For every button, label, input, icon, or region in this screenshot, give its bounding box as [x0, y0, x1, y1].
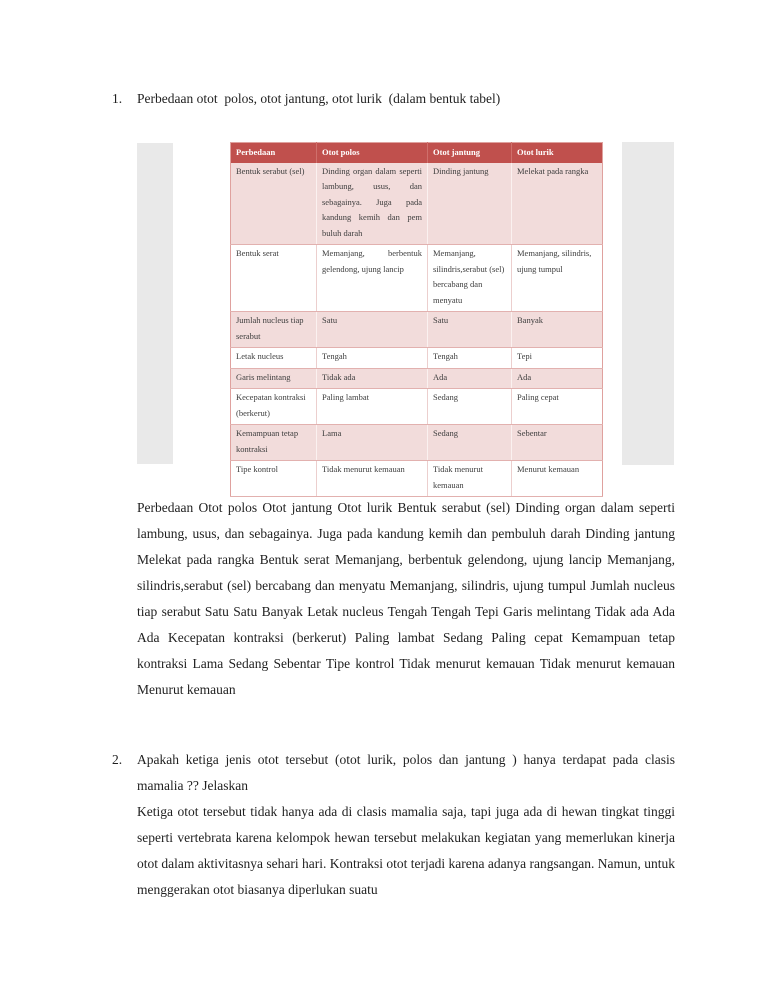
table-cell: Tidak menurut kemauan	[428, 461, 512, 497]
list-number-1: 1.	[112, 91, 123, 106]
table-row	[231, 368, 603, 389]
muscle-comparison-figure	[137, 142, 674, 490]
question-1-title: Perbedaan otot polos, otot jantung, otot lurik (dalam bentuk tabel)	[137, 91, 501, 106]
muscle-comparison-table	[230, 142, 603, 497]
column-header-otot-jantung: Otot jantung	[428, 143, 512, 163]
column-header-perbedaan: Perbedaan	[231, 143, 317, 163]
list-number-2: 2.	[112, 752, 123, 767]
table-cell: Sedang	[428, 389, 512, 425]
table-cell: Tengah	[428, 348, 512, 369]
table-row	[231, 245, 603, 312]
table-row	[231, 389, 603, 425]
table-header-row	[231, 143, 603, 163]
table-cell: Ada	[512, 368, 603, 389]
table-cell: Satu	[317, 312, 428, 348]
table-cell: Garis melintang	[231, 368, 317, 389]
table-cell: Kecepatan kontraksi (berkerut)	[231, 389, 317, 425]
table-row	[231, 461, 603, 497]
table-cell: Sedang	[428, 425, 512, 461]
list-item-2	[112, 747, 675, 903]
table-row	[231, 312, 603, 348]
table-cell: Paling cepat	[512, 389, 603, 425]
table-cell: Menurut kemauan	[512, 461, 603, 497]
table-cell: Lama	[317, 425, 428, 461]
table-extracted-text-paragraph: Perbedaan Otot polos Otot jantung Otot lurik Bentuk serabut (sel) Dinding organ dalam seperti lambung, usus, dan sebagainya. Juga pada kandung kemih dan pembuluh darah Dinding jantung Melekat pada rangka Bentuk serat Memanjang, berbentuk gelendong, ujung lancip Memanjang, silindris,serabut (sel) bercabang dan menyatu Memanjang, silindris, ujung tumpul Jumlah nucleus tiap serabut Satu Satu Banyak Letak nucleus Tengah Tengah Tepi Garis melintang Tidak ada Ada Ada Kecepatan kontraksi (berkerut) Paling lambat Sedang Paling cepat Kemampuan tetap kontraksi Lama Sedang Sebentar Tipe kontrol Tidak menurut kemauan Tidak menurut kemauan Menurut kemauan	[137, 500, 675, 697]
table-cell: Bentuk serabut (sel)	[231, 163, 317, 245]
table-cell: Tidak ada	[317, 368, 428, 389]
table-cell: Tidak menurut kemauan	[317, 461, 428, 497]
list-item-1	[112, 86, 675, 112]
table-cell: Satu	[428, 312, 512, 348]
left-gray-placeholder	[137, 143, 173, 464]
table-cell: Tipe kontrol	[231, 461, 317, 497]
table-cell: Memanjang, silindris, ujung tumpul	[512, 245, 603, 312]
table-cell: Jumlah nucleus tiap serabut	[231, 312, 317, 348]
answer-2-text: Ketiga otot tersebut tidak hanya ada di clasis mamalia saja, tapi juga ada di hewan tingkat tinggi seperti vertebrata karena kelompok hewan tersebut melakukan kegiatan yang memerlukan kinerja otot dalam aktivitasnya sehari hari. Kontraksi otot terjadi karena adanya rangsangan. Namun, untuk menggerakan otot biasanya diperlukan suatu	[137, 804, 675, 897]
table-cell: Bentuk serat	[231, 245, 317, 312]
column-header-otot-lurik: Otot lurik	[512, 143, 603, 163]
table-row	[231, 425, 603, 461]
table-cell: Paling lambat	[317, 389, 428, 425]
table-row	[231, 163, 603, 245]
question-2-text: Apakah ketiga jenis otot tersebut (otot lurik, polos dan jantung ) hanya terdapat pada clasis mamalia ?? Jelaskan	[137, 752, 675, 793]
table-cell: Tengah	[317, 348, 428, 369]
table-cell: Kemampuan tetap kontraksi	[231, 425, 317, 461]
table-cell: Tepi	[512, 348, 603, 369]
table-row	[231, 348, 603, 369]
table-cell: Melekat pada rangka	[512, 163, 603, 245]
column-header-otot-polos: Otot polos	[317, 143, 428, 163]
table-cell: Ada	[428, 368, 512, 389]
table-cell: Memanjang, berbentuk gelendong, ujung lancip	[317, 245, 428, 312]
table-cell: Banyak	[512, 312, 603, 348]
table-cell: Sebentar	[512, 425, 603, 461]
table-cell: Dinding organ dalam seperti lambung, usus, dan sebagainya. Juga pada kandung kemih dan pem buluh darah	[317, 163, 428, 245]
table-cell: Memanjang, silindris,serabut (sel) bercabang dan menyatu	[428, 245, 512, 312]
table-cell: Dinding jantung	[428, 163, 512, 245]
right-gray-placeholder	[622, 142, 674, 465]
table-cell: Letak nucleus	[231, 348, 317, 369]
